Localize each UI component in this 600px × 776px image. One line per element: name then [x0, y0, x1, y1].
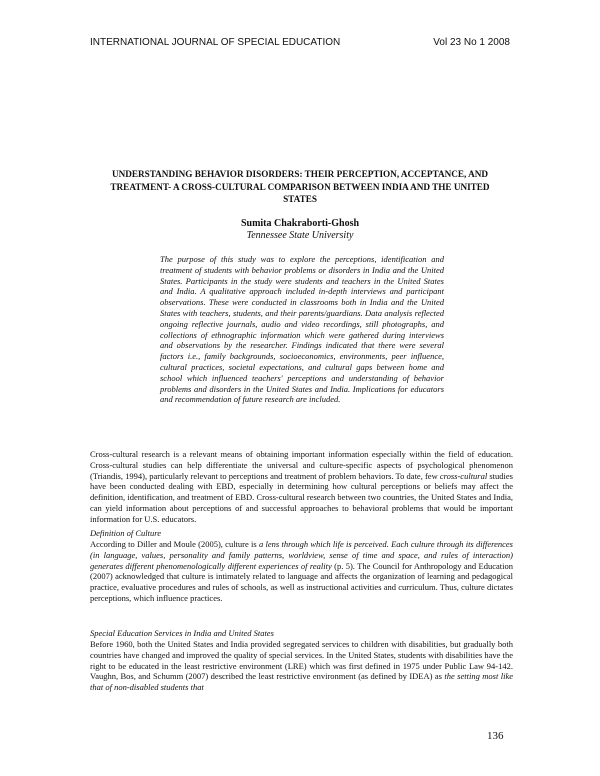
intro-text-2: studies have been conducted dealing with EBD, especially in determining how cultural perceptions or beliefs may affect the definition, identification, and treatment of EBD. Cross-cultural research between two countries, the United States and India, can yield information about perceptions of and successful approaches to behavioral problems that would be important information for U.S. educators. — [90, 470, 513, 524]
author-name: Sumita Chakraborti-Ghosh — [240, 218, 360, 229]
special-text-1: Before 1960, both the United States and India provided segregated services to children with disabilities, but gradually both countries have changed and improved the quality of special services. In the United States, students with disabilities have the right to be educated in the least restrictive environment (LRE) which was first defined in 1975 under Public Law 94-142. Vaughn, Bos, and Schumm (2007) described the least restrictive environment (as defined by IDEA) as — [90, 639, 513, 682]
section-heading-special-education: Special Education Services in India and United States — [90, 628, 274, 638]
author-affiliation: Tennessee State University — [246, 230, 354, 241]
definition-text-2: (p. 5). The Council for Anthropology and Education (2007) acknowledged that culture is intimately related to language and affects the organization of learning and pedagogical practice, evaluative procedures and rules of schools, as well as instructional activities and curriculum. Thus, culture dictates perceptions, which influence practices. — [90, 560, 513, 603]
volume-info: Vol 23 No 1 2008 — [433, 37, 510, 48]
running-header — [90, 37, 510, 48]
definition-text-1: According to Diller and Moule (2005), culture is — [90, 539, 259, 549]
definition-paragraph — [90, 539, 513, 604]
intro-paragraph — [90, 449, 513, 525]
journal-name: INTERNATIONAL JOURNAL OF SPECIAL EDUCATION — [90, 37, 341, 48]
section-heading-definition: Definition of Culture — [90, 528, 161, 538]
intro-emphasis: cross-cultural — [439, 470, 488, 481]
special-education-paragraph — [90, 639, 513, 693]
abstract: The purpose of this study was to explore the perceptions, identification and treatment of students with behavior problems or disorders in India and the United States. Participants in the study were students and teachers in the United States and India. A qualitative approach included in-depth interviews and participant observations. These were conducted in classrooms both in India and the United States with teachers, students, and their parents/guardians. Data analysis reflected ongoing reflective journals, audio and video recordings, still photographs, and collections of ethnographic information which were gathered during interviews and observations by the researcher. Findings indicated that there were several factors i.e., family backgrounds, socioeconomics, environments, peer influence, cultural practices, societal expectations, and cultural gaps between home and school which influenced teachers' perceptions and understanding of behavior problems and disorders in the United States and India. Implications for educators and recommendation of future research are included. — [160, 254, 444, 405]
intro-text-1: Cross-cultural research is a relevant means of obtaining important information especially within the field of education. Cross-cultural studies can help differentiate the universal and culture-specific aspects of psychological phenomenon (Triandis, 1994), particularly relevant to perceptions and treatment of problem behaviors. To date, few — [90, 449, 513, 481]
page-number: 136 — [487, 730, 504, 742]
paper-title: UNDERSTANDING BEHAVIOR DISORDERS: THEIR PERCEPTION, ACCEPTANCE, AND TREATMENT- A CROSS-CULTURAL COMPARISON BETWEEN INDIA AND THE UNITED STATES — [110, 169, 490, 204]
definition-quote: a lens through which life is perceived. Each culture through its differences (in language, values, personality and family patterns, worldview, sense of time and space, and rules of interaction) generates different phenomenologically different experiences of reality — [90, 539, 513, 571]
special-emphasis: the setting most like that of non-disabled students that — [90, 671, 513, 693]
